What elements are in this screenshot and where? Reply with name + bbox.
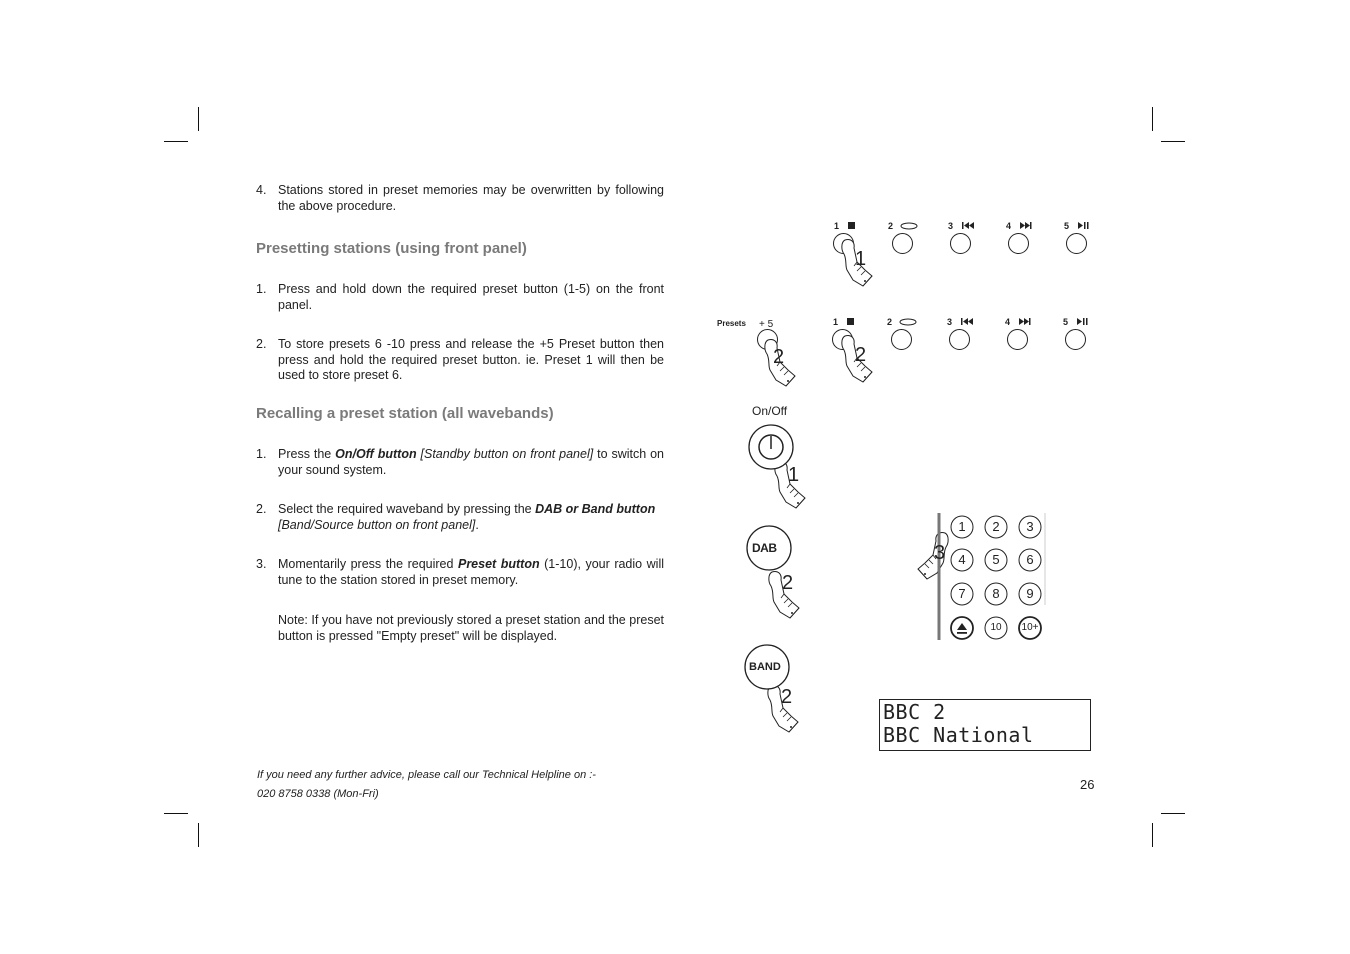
key-10: 10 [990, 622, 1002, 633]
band-label: BAND [749, 661, 781, 673]
step-number: 1. [256, 282, 267, 296]
stop-icon [847, 318, 854, 325]
step-digit: 3 [934, 542, 946, 564]
key-3: 3 [1026, 519, 1034, 534]
step-digit: 2 [781, 686, 793, 708]
on-off-button [749, 425, 793, 469]
skip-back-icon [962, 222, 974, 229]
preset-label-1: 1 [833, 317, 839, 327]
step-number: 1. [256, 447, 267, 461]
text-run: (1-10), your radio will tune to the station stored in preset memory. [278, 557, 664, 587]
skip-back-icon [961, 318, 973, 325]
stop-icon [848, 222, 855, 229]
key-1: 1 [958, 519, 966, 534]
preset-label-4: 4 [1006, 221, 1012, 231]
text-run: Select the required waveband by pressing the [278, 502, 536, 516]
repeat-icon [901, 223, 917, 229]
play-pause-icon [1078, 222, 1089, 229]
step-text: Press and hold down the required preset button (1-5) on the front panel. [278, 282, 664, 312]
text-run: . [475, 517, 479, 532]
item-number: 4. [256, 183, 267, 197]
section-heading-front-panel: Presetting stations (using front panel) [256, 240, 527, 257]
italic-note: [Band/Source button on front panel] [278, 517, 476, 532]
bold-term: DAB or Band button [535, 502, 656, 516]
key-10-plus: 10+ [1021, 622, 1039, 633]
presets-label: Presets [717, 319, 746, 328]
bold-term: On/Off button [335, 447, 417, 461]
preset-label-5: 5 [1063, 317, 1069, 327]
skip-forward-icon [1020, 222, 1032, 229]
text-run: to switch on your sound system. [278, 447, 665, 477]
preset-label-2: 2 [887, 317, 893, 327]
step-digit: 1 [788, 464, 800, 486]
on-off-label: On/Off [752, 404, 788, 418]
step-digit: 2 [855, 344, 867, 366]
key-5: 5 [992, 552, 1000, 567]
key-8: 8 [992, 586, 1000, 601]
preset-label-3: 3 [948, 221, 954, 231]
page-number: 26 [1080, 777, 1095, 792]
italic-note: [Standby button on front panel] [416, 447, 594, 461]
step-number: 2. [256, 337, 267, 351]
key-7: 7 [958, 586, 966, 601]
preset-label-1: 1 [834, 221, 840, 231]
skip-forward-icon [1019, 318, 1031, 325]
step-digit: 1 [855, 248, 867, 270]
step-digit: 2 [773, 346, 785, 368]
preset-label-2: 2 [888, 221, 894, 231]
helpline-number: 020 8758 0338 (Mon-Fri) [257, 788, 379, 800]
note-text: Note: If you have not previously stored a preset station and the preset button is pressed "Empty preset" will be displayed. [278, 613, 664, 643]
step-text: To store presets 6 -10 press and release the +5 Preset button then press and hold the required preset button. ie. Preset 1 will then be used to store preset 6. [278, 337, 664, 383]
step-number: 3. [256, 557, 267, 571]
section-heading-recall: Recalling a preset station (all wavebands) [256, 405, 554, 422]
plus5-label: + 5 [759, 319, 774, 330]
step-digit: 2 [782, 572, 794, 594]
play-pause-icon [1077, 318, 1088, 325]
bold-term: Preset button [457, 557, 540, 571]
key-2: 2 [992, 519, 1000, 534]
text-run: Press the [278, 447, 336, 461]
preset-label-4: 4 [1005, 317, 1011, 327]
key-6: 6 [1026, 552, 1034, 567]
key-9: 9 [1026, 586, 1034, 601]
step-number: 2. [256, 502, 267, 516]
lcd-line-2: BBC National [883, 723, 1034, 747]
helpline-text: If you need any further advice, please call our Technical Helpline on :- [257, 769, 596, 781]
lcd-line-1: BBC 2 [883, 700, 946, 724]
dab-label: DAB [752, 541, 777, 555]
item-text: Stations stored in preset memories may be overwritten by following the above procedure. [278, 183, 664, 213]
key-4: 4 [958, 552, 966, 567]
preset-label-3: 3 [947, 317, 953, 327]
preset-label-5: 5 [1064, 221, 1070, 231]
lcd-display [879, 699, 1091, 751]
text-run: Momentarily press the required [278, 557, 458, 571]
repeat-icon [900, 319, 916, 325]
